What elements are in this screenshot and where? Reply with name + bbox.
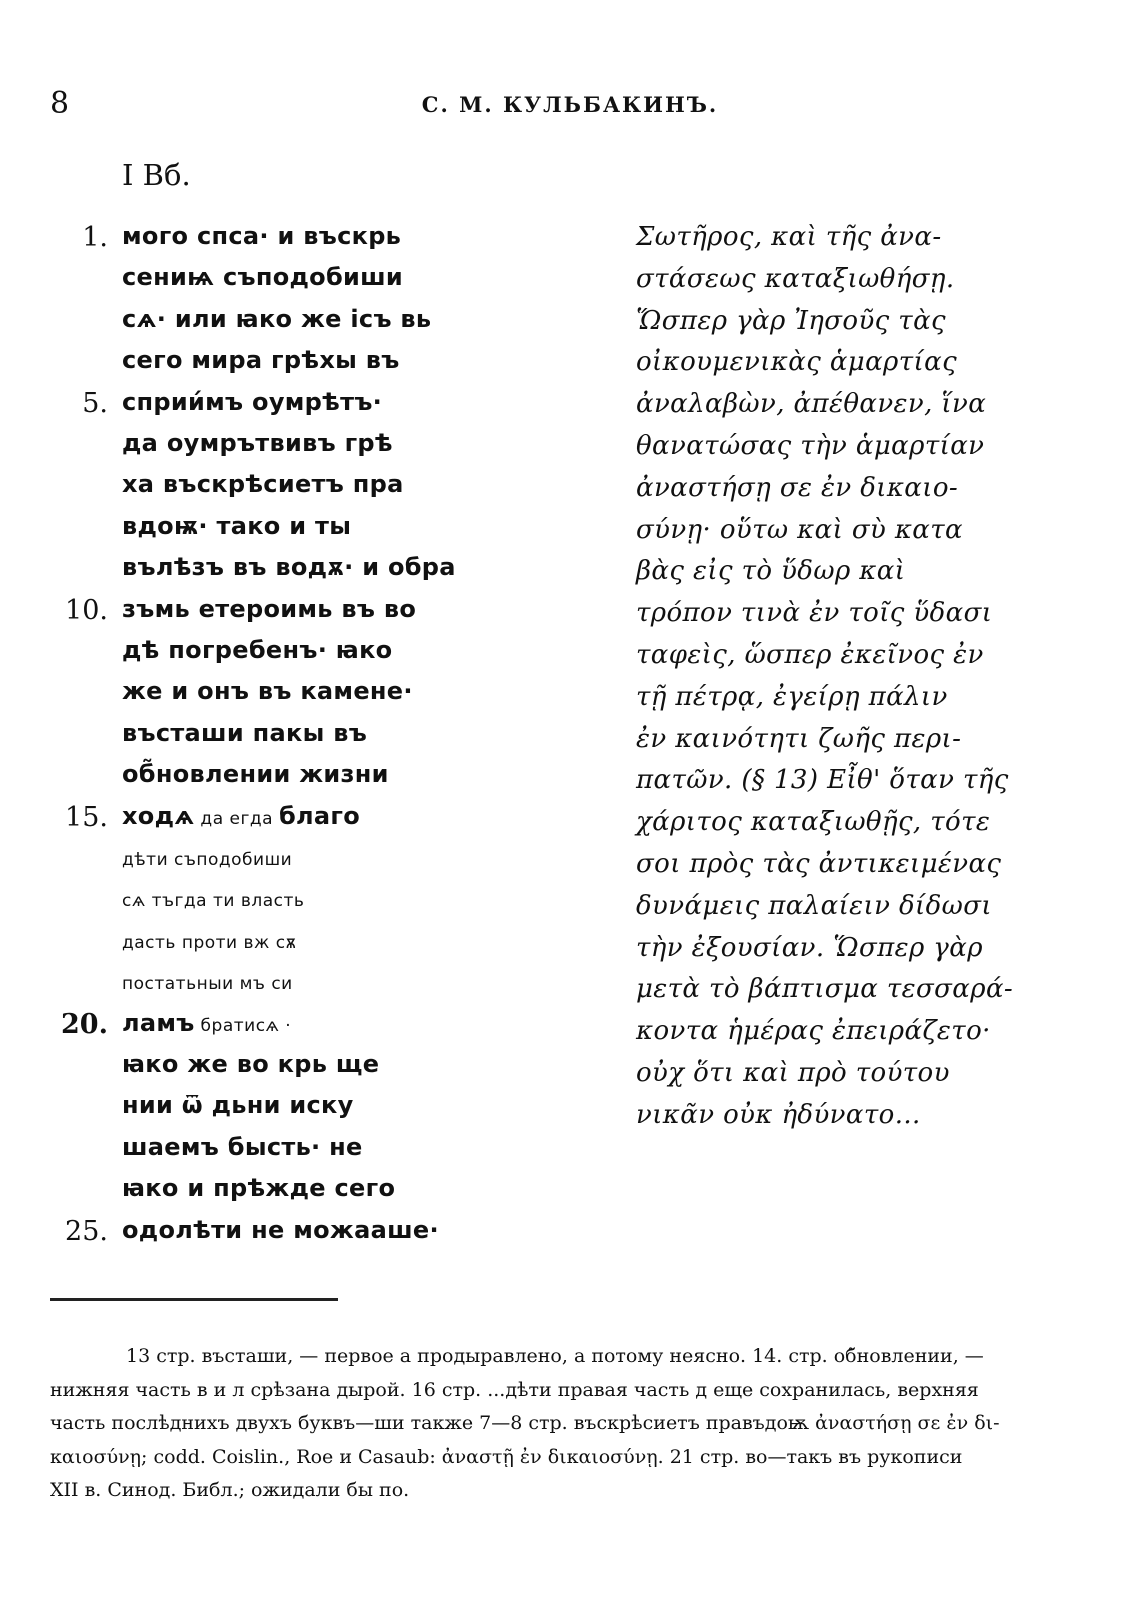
greek-line: πατῶν. (§ 13) Εἶθ' ὅταν τῆς xyxy=(636,765,1009,796)
greek-line: ἀναλαβὼν, ἀπέθανεν, ἵνα xyxy=(636,389,987,420)
greek-line: ταφεὶς, ὥσπερ ἐκεῖνος ἐν xyxy=(636,640,984,670)
slavonic-text xyxy=(122,926,297,954)
slavonic-text-small: сѧ тъгда ти власть xyxy=(122,891,305,912)
greek-line: σύνῃ· οὕτω καὶ σὺ κατα xyxy=(636,514,964,545)
slavonic-line xyxy=(0,843,600,883)
slavonic-text xyxy=(122,884,304,912)
slavonic-text-main: ламъ xyxy=(122,1008,195,1037)
slavonic-text-main: ходѧ xyxy=(122,801,195,830)
slavonic-line xyxy=(0,1216,600,1256)
slavonic-line xyxy=(0,760,600,800)
greek-line: Ὥσπερ γὰρ Ἰησοῦς τὰς xyxy=(636,305,947,336)
slavonic-text: сего мира грѣхы въ xyxy=(122,346,400,375)
slavonic-line xyxy=(0,595,600,635)
slavonic-line xyxy=(0,719,600,759)
slavonic-text-small: дѣти съподобиши xyxy=(122,850,293,870)
slavonic-text: вълѣзъ въ водѫ· и обра xyxy=(122,553,456,582)
slavonic-text-small: постатьныи мъ си xyxy=(122,974,293,995)
slavonic-line xyxy=(0,1050,600,1090)
greek-line: οἰκουμενικὰς ἁμαρτίας xyxy=(636,347,958,378)
slavonic-text: шаемъ бысть· не xyxy=(122,1132,363,1161)
footnotes xyxy=(50,1340,1060,1508)
slavonic-line xyxy=(0,1009,600,1049)
slavonic-text xyxy=(122,1009,291,1037)
slavonic-line xyxy=(0,263,600,303)
greek-line: νικᾶν οὐκ ἠδύνατο... xyxy=(636,1099,921,1130)
slavonic-text: въсташи пакы въ xyxy=(122,718,368,747)
slavonic-text: об̃новлении жизни xyxy=(122,760,389,789)
slavonic-line xyxy=(0,222,600,262)
slavonic-line xyxy=(0,346,600,386)
line-number: 5. xyxy=(82,387,108,419)
slavonic-text: ꙗко и прѣжде сего xyxy=(122,1174,396,1203)
greek-line: τρόπον τινὰ ἐν τοῖς ὕδασι xyxy=(636,598,993,629)
slavonic-text: сприи́мъ оумрѣтъ· xyxy=(122,387,383,416)
slavonic-line xyxy=(0,512,600,552)
slavonic-line xyxy=(0,429,600,469)
slavonic-text-small: дасть проти вж сѫ xyxy=(122,932,297,953)
slavonic-line xyxy=(0,677,600,717)
line-number: 20. xyxy=(61,1008,108,1040)
greek-line: κοντα ἡμέρας ἐπειράζετο· xyxy=(636,1016,991,1047)
slavonic-text: мого спса· и въскрь xyxy=(122,222,402,250)
slavonic-text-small: да егда xyxy=(194,808,279,829)
slavonic-line xyxy=(0,388,600,428)
slavonic-text xyxy=(122,967,293,995)
slavonic-line xyxy=(0,553,600,593)
footnote-line: часть послѣднихъ двухъ буквъ—ши также 7—8 стр. въскрѣсиетъ правъдоѭ ἀναστήσῃ σε ἐν δι- xyxy=(50,1412,1000,1434)
slavonic-text: сѧ· или ꙗко же ісъ вь xyxy=(122,304,432,333)
greek-line: ἐν καινότητι ζωῆς περι- xyxy=(636,723,962,754)
slavonic-line xyxy=(0,1174,600,1214)
slavonic-text: одолѣти не можааше· xyxy=(122,1215,439,1244)
greek-line: βὰς εἰς τὸ ὕδωρ καὶ xyxy=(636,556,906,587)
slavonic-text: вдоѭ· тако и ты xyxy=(122,511,352,540)
slavonic-text: зъмь етероимь въ во xyxy=(122,594,417,623)
slavonic-line xyxy=(0,802,600,842)
slavonic-text: дѣ погребенъ· ꙗко xyxy=(122,636,393,664)
line-number: 15. xyxy=(65,801,108,833)
slavonic-line xyxy=(0,470,600,510)
slavonic-line xyxy=(0,967,600,1007)
line-number: 10. xyxy=(65,594,108,626)
slavonic-line xyxy=(0,636,600,676)
greek-line: μετὰ τὸ βάπτισμα τεσσαρά- xyxy=(636,974,1014,1005)
line-number: 25. xyxy=(65,1215,108,1247)
greek-line: τὴν ἐξουσίαν. Ὥσπερ γὰρ xyxy=(636,932,983,963)
slavonic-text: ха въскрѣсиетъ пра xyxy=(122,470,404,499)
slavonic-text-tail: благо xyxy=(278,801,361,830)
greek-line: ἀναστήσῃ σε ἐν δικαιο- xyxy=(636,472,959,503)
slavonic-line xyxy=(0,926,600,966)
slavonic-text: же и онъ въ камене· xyxy=(122,677,413,706)
greek-line: τῇ πέτρᾳ, ἐγείρῃ πάλιν xyxy=(636,681,948,712)
slavonic-line xyxy=(0,1133,600,1173)
slavonic-line xyxy=(0,305,600,345)
greek-line: χάριτος καταξιωθῇς, τότε xyxy=(636,807,991,838)
greek-line: θανατώσας τὴν ἁμαρτίαν xyxy=(636,431,985,461)
slavonic-line xyxy=(0,884,600,924)
slavonic-text: нии ѿ дьни иску xyxy=(122,1091,354,1120)
footnote-line: XII в. Синод. Библ.; ожидали бы по. xyxy=(50,1479,410,1501)
slavonic-text: ꙗко же во крь ще xyxy=(122,1050,380,1078)
slavonic-text: сениѩ съподобиши xyxy=(122,263,404,292)
greek-line: Σωτῆρος, καὶ τῆς ἀνα- xyxy=(636,222,942,252)
page-number: 8 xyxy=(50,86,70,121)
slavonic-text: да оумрътвивъ грѣ xyxy=(122,429,393,457)
footnote-rule xyxy=(50,1298,338,1301)
footnote-line: καιοσύνῃ; codd. Coislin., Roe и Casaub: ἀναστῇ ἐν δικαιοσύνῃ. 21 стр. во—такъ въ рукописи xyxy=(50,1445,963,1468)
slavonic-text xyxy=(122,843,292,871)
section-label: I Вб. xyxy=(122,158,191,192)
slavonic-text xyxy=(122,802,360,830)
footnote-line: 13 стр. въсташи, — первое а продыравлено, а потому неясно. 14. стр. об̃новлении, — xyxy=(126,1345,984,1367)
slavonic-line xyxy=(0,1091,600,1131)
running-head: С. М. КУЛЬБАКИНЪ. xyxy=(421,92,719,117)
slavonic-text-small: братисѧ · xyxy=(194,1015,292,1036)
greek-line: στάσεως καταξιωθήσῃ. xyxy=(636,263,955,294)
footnote-line: нижняя часть в и л срѣзана дырой. 16 стр. ...дѣти правая часть д еще сохранилась, верхняя xyxy=(50,1378,979,1401)
greek-line: σοι πρὸς τὰς ἀντικειμένας xyxy=(636,849,1002,879)
greek-line: οὐχ ὅτι καὶ πρὸ τούτου xyxy=(636,1058,950,1088)
line-number: 1. xyxy=(82,222,108,253)
greek-line: δυνάμεις παλαίειν δίδωσι xyxy=(636,890,993,921)
